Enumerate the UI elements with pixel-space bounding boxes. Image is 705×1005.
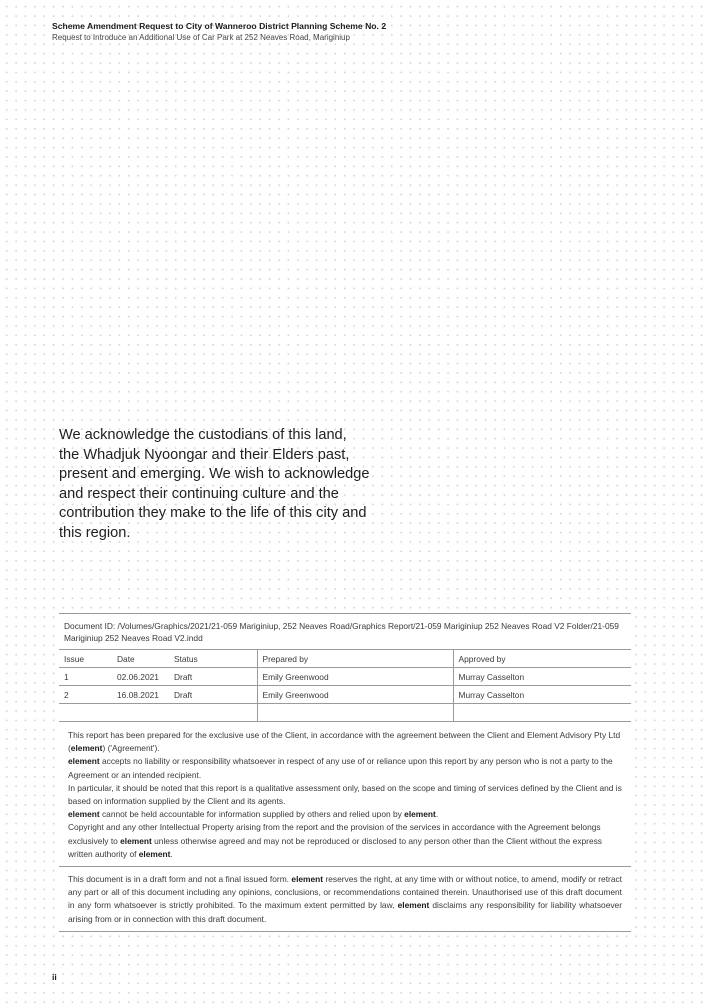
column-header-status: Status xyxy=(169,650,257,668)
column-header-date: Date xyxy=(112,650,169,668)
brand-name: element xyxy=(397,900,430,911)
disclaimer-text: Copyright and any other Intellectual Property arising from the report and the provision of the services in accordance with the Agreement belongs exclusively to xyxy=(68,822,601,846)
table-row xyxy=(59,686,631,704)
brand-name: element xyxy=(68,756,100,767)
brand-name: element xyxy=(68,809,100,820)
disclaimer-paragraph xyxy=(68,729,622,755)
acknowledgement-line: We acknowledge the custodians of this land, xyxy=(59,427,347,443)
cell-status: Draft xyxy=(169,686,257,704)
cell-prepared-by: Emily Greenwood xyxy=(257,668,453,686)
disclaimer-paragraph xyxy=(68,821,622,861)
draft-notice-box xyxy=(59,866,631,932)
document-id-row xyxy=(59,614,631,650)
draft-notice-text: This document is in a draft form and not a final issued form. xyxy=(68,874,292,884)
table-header-row xyxy=(59,650,631,668)
document-subtitle: Request to Introduce an Additional Use of Car Park at 252 Neaves Road, Mariginiup xyxy=(52,33,350,42)
draft-notice-paragraph xyxy=(68,873,622,926)
disclaimer-paragraph: In particular, it should be noted that this report is a qualitative assessment only, based on the scope and timing of services defined by the Client and is based on information supplied by the Client and its agents. xyxy=(68,782,622,807)
disclaimer-text: This report has been prepared for the exclusive use of the Client, in accordance with the agreement between the Client and Element Advisory Pty Ltd ( xyxy=(68,730,621,754)
cell-empty xyxy=(453,704,631,722)
table-row-empty xyxy=(59,704,631,722)
brand-name: element xyxy=(120,835,152,846)
disclaimer-text: . xyxy=(170,848,173,859)
acknowledgement-line: this region. xyxy=(59,524,131,541)
cell-issue: 1 xyxy=(59,668,112,686)
disclaimer-text: cannot be held accountable for information supplied by others and relied upon by xyxy=(99,809,405,820)
cell-approved-by: Murray Casselton xyxy=(453,668,631,686)
disclaimer-paragraph xyxy=(68,755,622,781)
cell-date: 16.08.2021 xyxy=(112,686,169,704)
cell-empty xyxy=(59,704,112,722)
page-number: ii xyxy=(52,972,57,982)
column-header-issue: Issue xyxy=(59,650,112,668)
column-header-approved-by: Approved by xyxy=(453,650,631,668)
cell-issue: 2 xyxy=(59,686,112,704)
cell-approved-by: Murray Casselton xyxy=(453,686,631,704)
cell-prepared-by: Emily Greenwood xyxy=(257,686,453,704)
brand-name: element xyxy=(138,848,171,859)
column-header-prepared-by: Prepared by xyxy=(257,650,453,668)
document-id: Document ID: /Volumes/Graphics/2021/21-059 Mariginiup, 252 Neaves Road/Graphics Report/21-059 Mariginiup 252 Neaves Road V2 Folder/21-059 Mariginiup 252 Neaves Road V2.indd xyxy=(59,614,631,650)
disclaimer-text: accepts no liability or responsibility whatsoever in respect of any use of or reliance upon this report by any person who is not a party to the Agreement or an intended recipient. xyxy=(68,756,613,780)
disclaimer-paragraph xyxy=(68,808,622,821)
disclaimer-text: ) ('Agreement'). xyxy=(102,743,160,754)
acknowledgement-line: contribution they make to the life of this city and xyxy=(59,505,367,522)
disclaimer-box xyxy=(59,723,631,867)
disclaimer-text: . xyxy=(435,809,439,820)
page-header xyxy=(52,20,652,44)
cell-empty xyxy=(169,704,257,722)
country-acknowledgement xyxy=(59,426,409,544)
cell-date: 02.06.2021 xyxy=(112,668,169,686)
cell-status: Draft xyxy=(169,668,257,686)
table-row xyxy=(59,668,631,686)
brand-name: element xyxy=(404,809,436,820)
document-title: Scheme Amendment Request to City of Wanneroo District Planning Scheme No. 2 xyxy=(52,21,387,31)
document-control-table xyxy=(59,613,631,722)
brand-name: element xyxy=(291,874,324,884)
disclaimer-text: unless otherwise agreed and may not be reproduced or disclosed to any person other than the Client without the express written authority of xyxy=(68,835,602,859)
draft-notice-text: disclaims any responsibility for liability whatsoever arising from or in connection with this draft document. xyxy=(68,900,622,924)
cell-empty xyxy=(112,704,169,722)
cell-empty xyxy=(257,704,453,722)
acknowledgement-line: and respect their continuing culture and the xyxy=(59,485,339,502)
acknowledgement-line: present and emerging. We wish to acknowledge xyxy=(59,466,370,483)
acknowledgement-line: the Whadjuk Nyoongar and their Elders past, xyxy=(59,446,350,463)
brand-name: element xyxy=(70,743,103,754)
draft-notice-text: reserves the right, at any time with or without notice, to amend, modify or retract any part or all of this document including any opinions, conclusions, or recommendations contained therein. Unauthorised use of this draft document in any form whatsoever is strictly prohibited. To the maximum extent permitted by law, xyxy=(68,874,622,911)
